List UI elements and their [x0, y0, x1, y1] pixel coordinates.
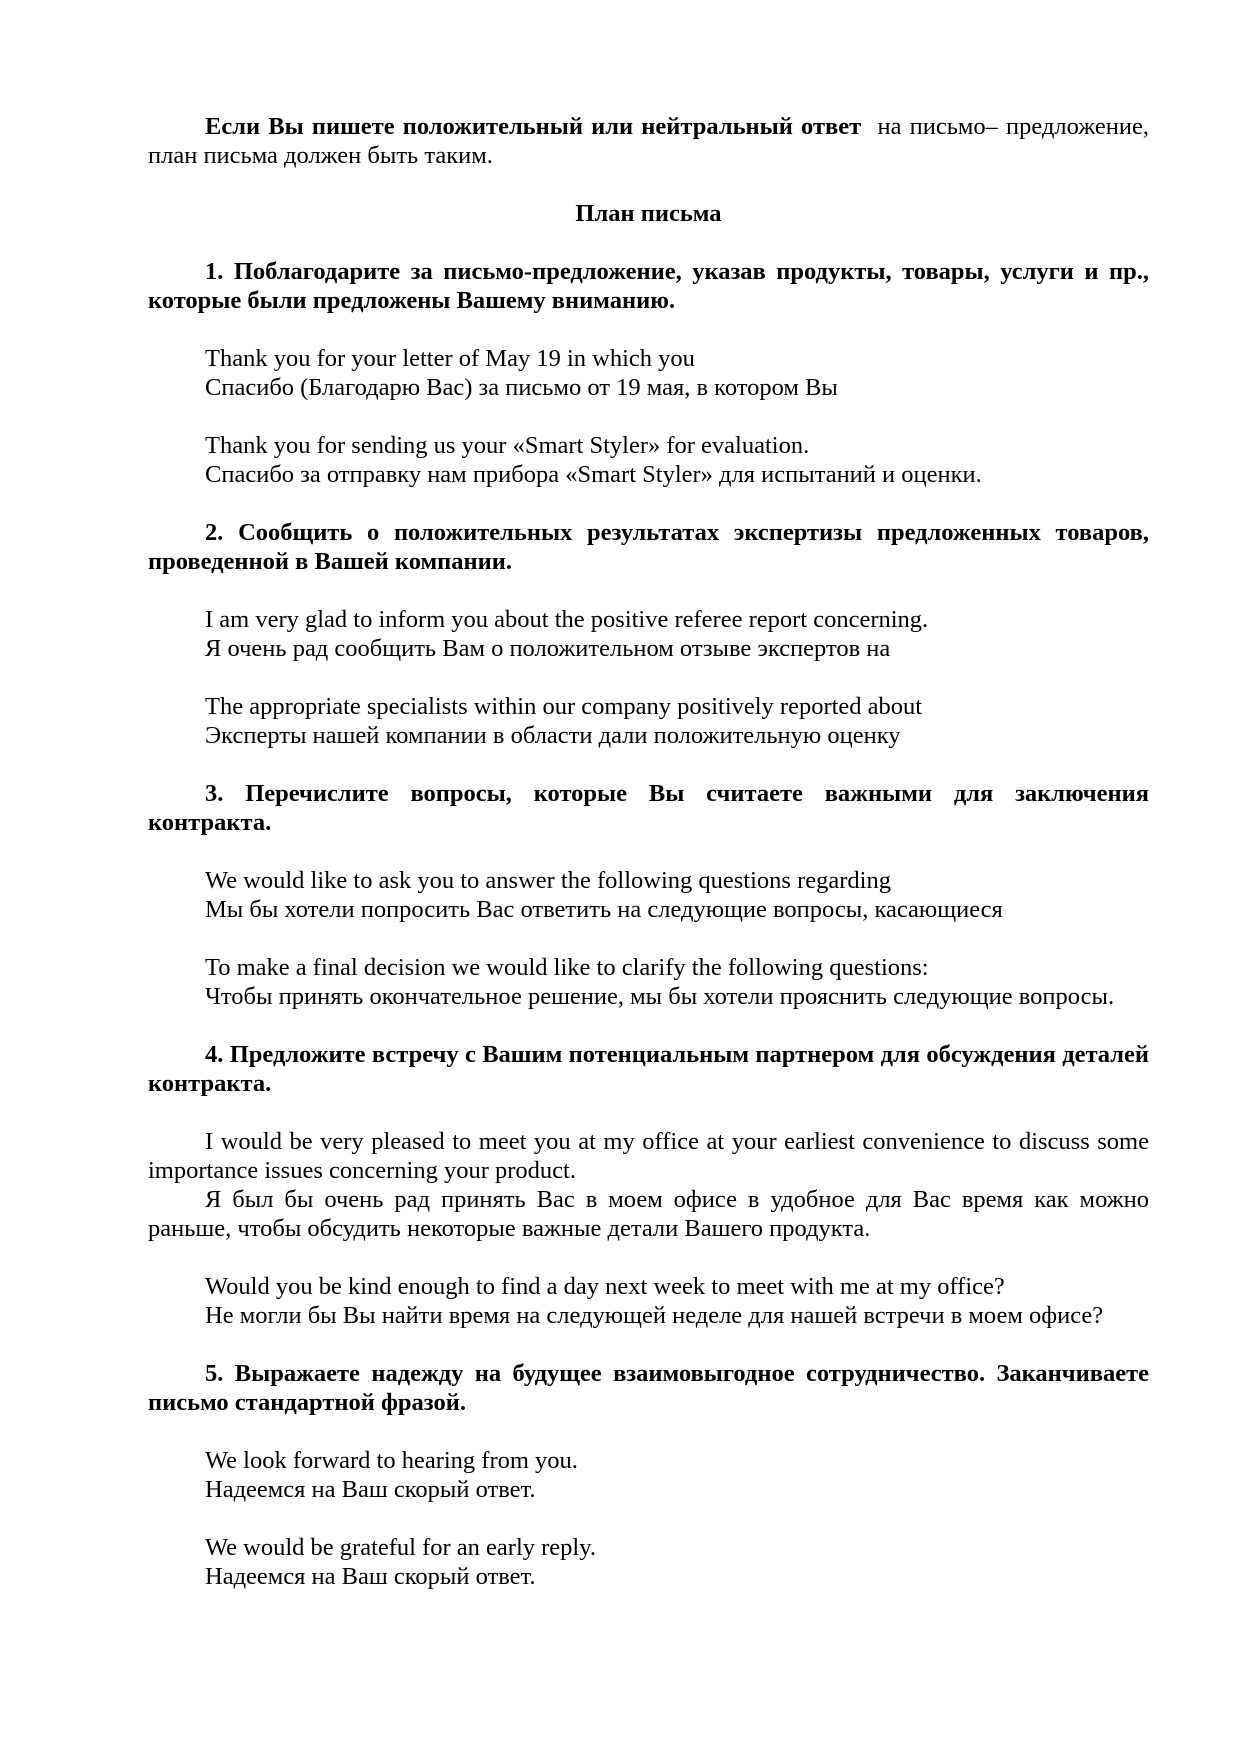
example-line-ru: Я был бы очень рад принять Вас в моем офисе в удобное для Вас время как можно раньше, чтобы обсудить некоторые важные детали Вашего продукта. — [148, 1186, 1149, 1242]
example-pair — [148, 1127, 1149, 1243]
example-line-ru: Спасибо за отправку нам прибора «Smart Styler» для испытаний и оценки. — [205, 461, 982, 488]
section-5-heading: 5. Выражаете надежду на будущее взаимовыгодное сотрудничество. Заканчиваете письмо стандартной фразой. — [148, 1360, 1149, 1416]
example-line-en: We look forward to hearing from you. — [205, 1447, 578, 1474]
example-line-ru: Надеемся на Ваш скорый ответ. — [205, 1476, 536, 1503]
intro-bold-text: Если Вы пишете положительный или нейтральный ответ — [205, 113, 862, 140]
example-pair — [148, 605, 1149, 663]
example-line-ru: Надеемся на Ваш скорый ответ. — [205, 1563, 536, 1590]
example-pair — [148, 1272, 1149, 1330]
example-line-en: I am very glad to inform you about the positive referee report concerning. — [205, 606, 929, 633]
example-line-en: We would like to ask you to answer the following questions regarding — [205, 867, 891, 894]
intro-paragraph — [148, 112, 1149, 170]
example-pair — [148, 431, 1149, 489]
example-pair — [148, 866, 1149, 924]
example-pair — [148, 953, 1149, 1011]
section-3-heading: 3. Перечислите вопросы, которые Вы считаете важными для заключения контракта. — [148, 780, 1149, 836]
example-line-en: We would be grateful for an early reply. — [205, 1534, 596, 1561]
example-line-en: Thank you for your letter of May 19 in which you — [205, 345, 695, 372]
example-line-en: Thank you for sending us your «Smart Styler» for evaluation. — [205, 432, 810, 459]
section-4-heading: 4. Предложите встречу с Вашим потенциальным партнером для обсуждения деталей контракта. — [148, 1041, 1149, 1097]
section-1-heading: 1. Поблагодарите за письмо-предложение, указав продукты, товары, услуги и пр., которые были предложены Вашему вниманию. — [148, 258, 1149, 314]
example-pair — [148, 1446, 1149, 1504]
example-line-ru: Спасибо (Благодарю Вас) за письмо от 19 мая, в котором Вы — [205, 374, 838, 401]
intro-regular-text: на письмо– предложение, план письма должен быть таким. — [148, 113, 1149, 169]
example-line-ru: Эксперты нашей компании в области дали положительную оценку — [205, 722, 901, 749]
example-pair — [148, 692, 1149, 750]
example-line-en: The appropriate specialists within our company positively reported about — [205, 693, 923, 720]
example-line-ru: Мы бы хотели попросить Вас ответить на следующие вопросы, касающиеся — [205, 896, 1003, 923]
example-line-ru: Не могли бы Вы найти время на следующей неделе для нашей встречи в моем офисе? — [205, 1302, 1104, 1329]
page-title: План письма — [575, 200, 722, 227]
example-line-ru: Я очень рад сообщить Вам о положительном отзыве экспертов на — [205, 635, 891, 662]
example-line-ru: Чтобы принять окончательное решение, мы бы хотели прояснить следующие вопросы. — [205, 983, 1115, 1010]
example-line-en: I would be very pleased to meet you at my office at your earliest convenience to discuss some importance issues concerning your product. — [148, 1128, 1149, 1184]
example-line-en: Would you be kind enough to find a day next week to meet with me at my office? — [205, 1273, 1005, 1300]
example-line-en: To make a final decision we would like to clarify the following questions: — [205, 954, 929, 981]
section-2-heading: 2. Сообщить о положительных результатах экспертизы предложенных товаров, проведенной в Вашей компании. — [148, 519, 1149, 575]
example-pair — [148, 344, 1149, 402]
example-pair — [148, 1533, 1149, 1591]
